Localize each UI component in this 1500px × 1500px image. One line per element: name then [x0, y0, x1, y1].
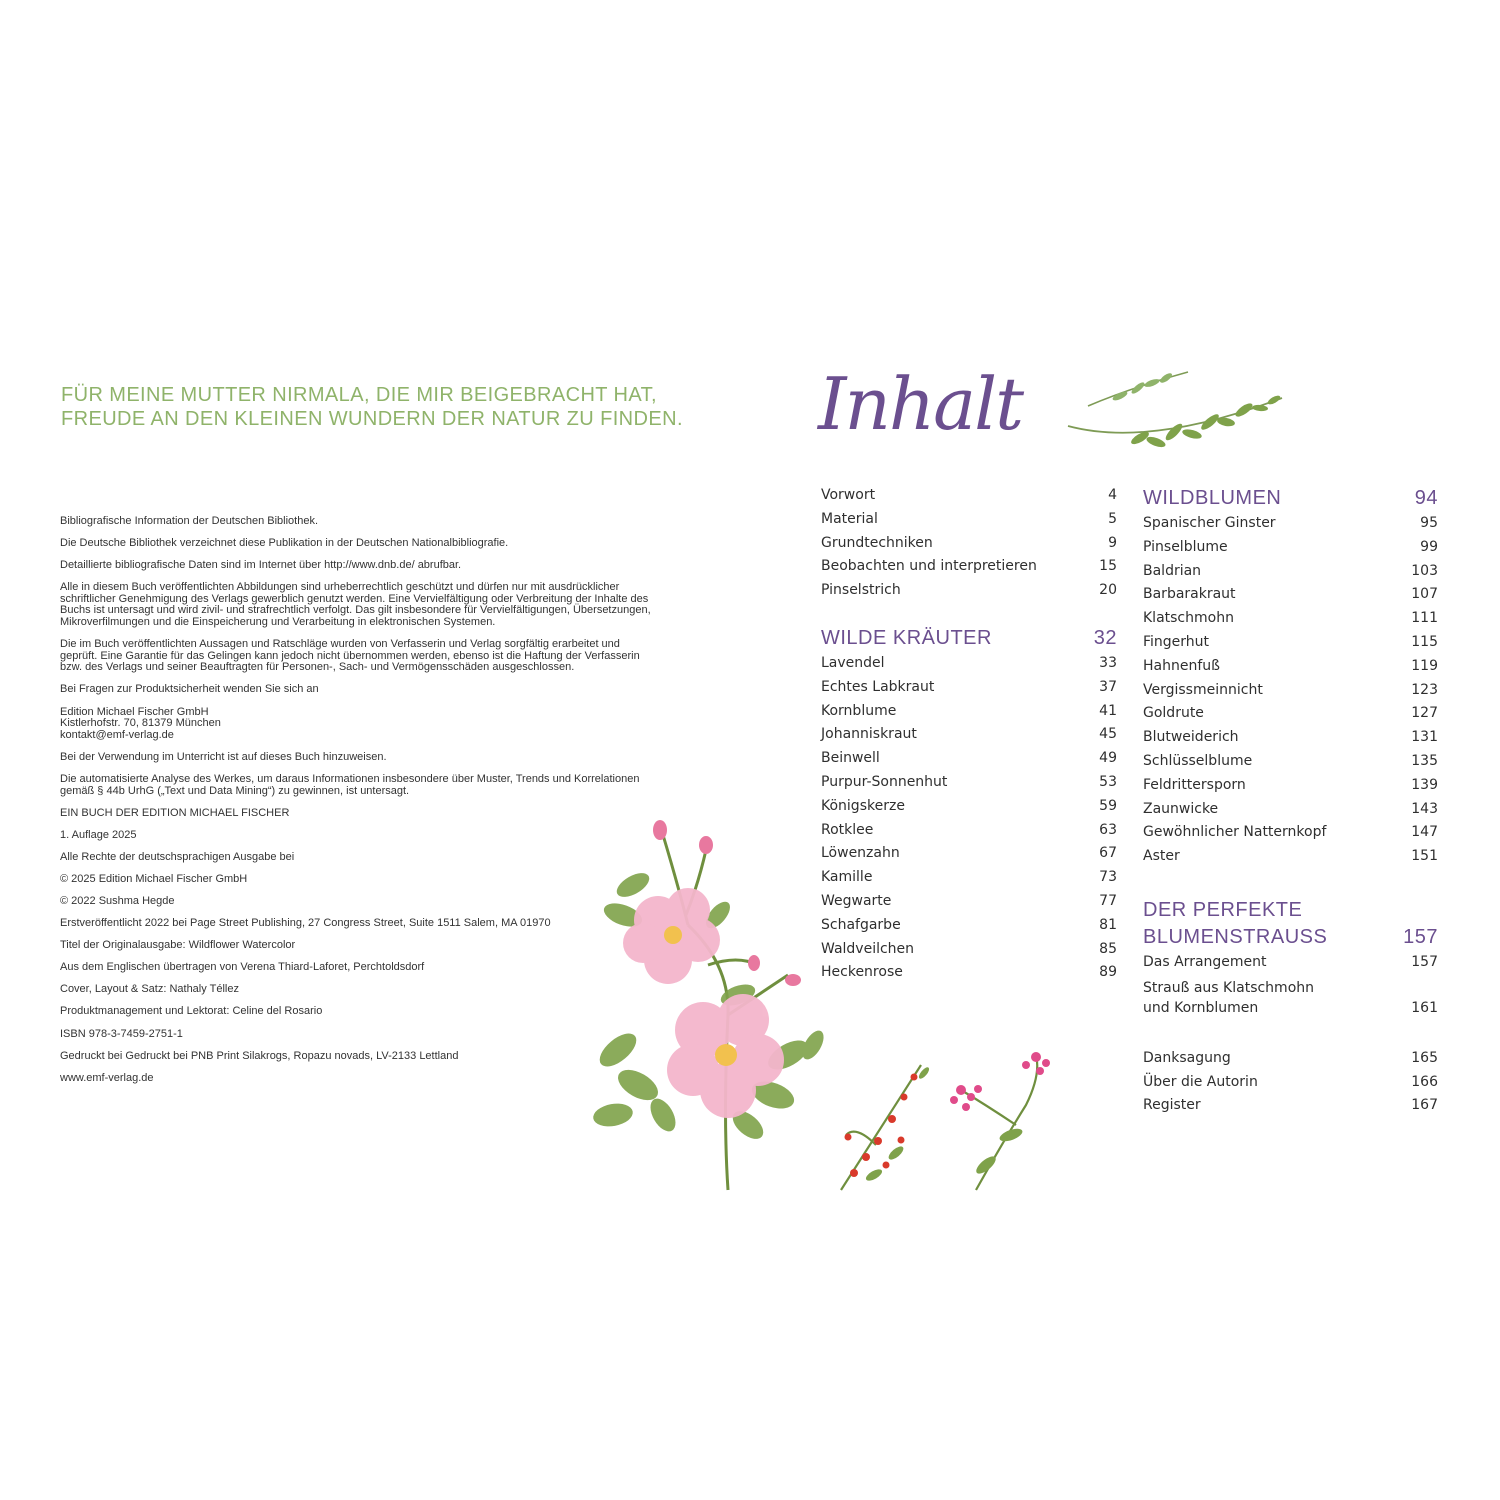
imprint-text: Bibliografische Information der Deutschen Bibliothek.: [60, 515, 319, 527]
toc-entry[interactable]: Johanniskraut 45: [821, 726, 1117, 743]
publisher-email: kontakt@emf-verlag.de: [60, 728, 174, 741]
toc-entry[interactable]: Beobachten und interpretieren 15: [821, 558, 1117, 575]
toc-entry[interactable]: Purpur-Sonnenhut 53: [821, 773, 1117, 790]
dedication: [61, 383, 761, 431]
imprint-text: Alle in diesem Buch veröffentlichten Abbildungen sind urheberrechtlich geschützt und dürfen nur mit ausdrücklicher schriftlicher Genehmigung des Verlags gewerblich genutzt werden. Eine Vervielfältigung oder Verbreitung der Inhalte des Buchs ist untersagt und wird zivil- und strafrechtlich verfolgt. Das gilt insbesondere für Vervielfältigungen, Übersetzungen, Mikroverfilmungen und die Einspeicherung und Verarbeitung in elektronischen Systemen.: [60, 581, 651, 629]
leaf-sprig-illustration: [1060, 368, 1290, 463]
toc-entry[interactable]: Vorwort 4: [821, 487, 1117, 503]
imprint-text: Die Deutsche Bibliothek verzeichnet diese Publikation in der Deutschen Nationalbibliografie.: [60, 537, 509, 550]
toc-entry[interactable]: Königskerze 59: [821, 797, 1117, 814]
isbn: ISBN 978-3-7459-2751-1: [60, 1027, 183, 1040]
toc-entry[interactable]: Das Arrangement 157: [1143, 953, 1438, 970]
dedication-line-2: FREUDE AN DEN KLEINEN WUNDERN DER NATUR ZU FINDEN.: [61, 408, 683, 430]
dedication-line-1: FÜR MEINE MUTTER NIRMALA, DIE MIR BEIGEBRACHT HAT,: [61, 384, 657, 406]
toc-entry[interactable]: Grundtechniken 9: [821, 534, 1117, 551]
toc-entry[interactable]: Kornblume 41: [821, 702, 1117, 719]
imprint-text: Bei der Verwendung im Unterricht ist auf dieses Buch hinzuweisen.: [60, 750, 387, 763]
toc-entry[interactable]: Spanischer Ginster 95: [1143, 515, 1438, 531]
toc-entry[interactable]: Danksagung 165: [1143, 1049, 1438, 1066]
imprint-text: Die automatisierte Analyse des Werkes, um daraus Informationen insbesondere über Muster, Trends und Korrelationen gemäß § 44b UrhG („Text und Data Mining“) zu gewinnen, ist untersagt.: [60, 772, 640, 797]
toc-entry[interactable]: Feldrittersporn 139: [1143, 776, 1438, 793]
toc-entry[interactable]: Schafgarbe 81: [821, 916, 1117, 933]
toc-entry[interactable]: Beinwell 49: [821, 750, 1117, 767]
toc-entry[interactable]: Barbarakraut 107: [1143, 586, 1438, 603]
imprint-text: Aus dem Englischen übertragen von Verena Thiard-Laforet, Perchtoldsdorf: [60, 961, 425, 974]
toc-entry[interactable]: Fingerhut 115: [1143, 633, 1438, 650]
publisher-address: Edition Michael Fischer GmbH: [60, 705, 209, 718]
imprint-text: EIN BUCH DER EDITION MICHAEL FISCHER: [60, 806, 290, 819]
toc-entry[interactable]: Vergissmeinnicht 123: [1143, 681, 1438, 698]
toc-section-blumenstrauss[interactable]: DER PERFEKTE BLUMENSTRAUSS 157: [1143, 898, 1438, 948]
imprint-text: Titel der Originalausgabe: Wildflower Watercolor: [60, 939, 296, 952]
imprint-text: Bei Fragen zur Produktsicherheit wenden Sie sich an: [60, 683, 319, 696]
toc-heading: Inhalt: [818, 362, 1023, 446]
toc-entry[interactable]: Über die Autorin 166: [1143, 1073, 1438, 1090]
website: www.emf-verlag.de: [60, 1071, 154, 1084]
toc-entry[interactable]: Schlüsselblume 135: [1143, 752, 1438, 769]
imprint: [60, 516, 660, 1095]
toc-entry[interactable]: Aster 151: [1143, 848, 1438, 865]
toc-entry[interactable]: Heckenrose 89: [821, 964, 1117, 981]
toc-entry[interactable]: Register 167: [1143, 1097, 1438, 1114]
toc-entry[interactable]: Waldveilchen 85: [821, 940, 1117, 957]
imprint-text: Alle Rechte der deutschsprachigen Ausgabe bei: [60, 850, 295, 863]
toc-section-wildblumen[interactable]: WILDBLUMEN 94: [1143, 487, 1438, 509]
imprint-text: Gedruckt bei Gedruckt bei PNB Print Silakrogs, Ropazu novads, LV-2133 Lettland: [60, 1049, 459, 1062]
imprint-text: 1. Auflage 2025: [60, 828, 137, 841]
publisher-address: Kistlerhofstr. 70, 81379 München: [60, 717, 221, 730]
toc-entry[interactable]: Zaunwicke 143: [1143, 800, 1438, 817]
imprint-text: Detaillierte bibliografische Daten sind im Internet über http://www.dnb.de/ abrufbar.: [60, 559, 462, 572]
imprint-text: Erstveröffentlicht 2022 bei Page Street Publishing, 27 Congress Street, Suite 1511 Salem, MA 01970: [60, 917, 551, 930]
imprint-text: © 2022 Sushma Hegde: [60, 894, 175, 907]
imprint-text: Produktmanagement und Lektorat: Celine del Rosario: [60, 1005, 323, 1018]
toc-entry[interactable]: Kamille 73: [821, 869, 1117, 886]
toc-entry[interactable]: Material 5: [821, 510, 1117, 527]
wild-rose-illustration: [588, 815, 833, 1193]
toc-entry[interactable]: Löwenzahn 67: [821, 845, 1117, 862]
toc-column-left: [821, 484, 1117, 985]
toc-column-right: [1143, 484, 1438, 1118]
toc-entry[interactable]: Pinselstrich 20: [821, 582, 1117, 599]
imprint-text: Cover, Layout & Satz: Nathaly Téllez: [60, 983, 239, 996]
imprint-text: © 2025 Edition Michael Fischer GmbH: [60, 872, 248, 885]
toc-entry[interactable]: Echtes Labkraut 37: [821, 678, 1117, 695]
toc-entry[interactable]: Klatschmohn 111: [1143, 610, 1438, 627]
toc-section-wilde-krauter[interactable]: WILDE KRÄUTER 32: [821, 626, 1117, 649]
toc-entry[interactable]: Wegwarte 77: [821, 892, 1117, 909]
toc-entry[interactable]: Blutweiderich 131: [1143, 729, 1438, 746]
toc-entry[interactable]: Goldrute 127: [1143, 705, 1438, 722]
toc-entry[interactable]: Baldrian 103: [1143, 562, 1438, 579]
wildflowers-illustration: [826, 1045, 1056, 1193]
toc-entry[interactable]: Lavendel 33: [821, 654, 1117, 671]
toc-entry[interactable]: Strauß aus Klatschmohn und Kornblumen 161: [1143, 979, 1438, 1016]
toc-entry[interactable]: Rotklee 63: [821, 821, 1117, 838]
imprint-text: Die im Buch veröffentlichten Aussagen und Ratschläge wurden von Verfasserin und Verlag sorgfältig erarbeitet und geprüft. Eine Garantie für das Gelingen kann jedoch nicht übernommen werden, ebenso ist die Haftung der Verfasserin bzw. des Verlags und seiner Beauftragten für Personen-, Sach- und Vermögensschäden ausgeschlossen.: [60, 638, 640, 674]
toc-entry[interactable]: Gewöhnlicher Natternkopf 147: [1143, 824, 1438, 841]
toc-entry[interactable]: Pinselblume 99: [1143, 538, 1438, 555]
toc-entry[interactable]: Hahnenfuß 119: [1143, 657, 1438, 674]
